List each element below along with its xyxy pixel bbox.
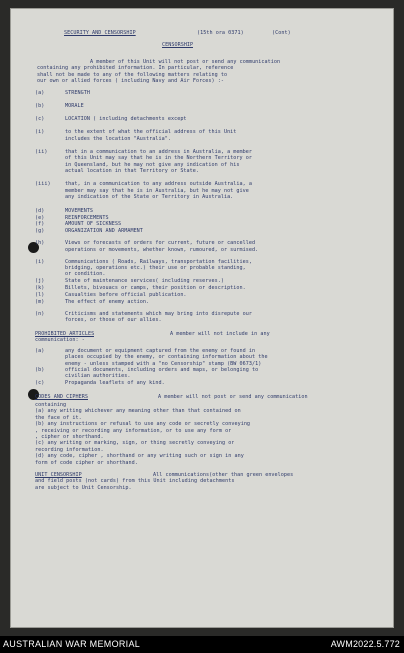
item-label: (h) [35, 240, 45, 247]
item-label: (g) [35, 228, 45, 235]
item-text: any indication of the State or Territory in Australia. [65, 194, 234, 200]
intro-line: containing any prohibited information. In particular, reference [37, 65, 234, 72]
item-text: LOCATION ( including detachments except [65, 116, 187, 122]
doc-header-title: SECURITY AND CENSORSHIP [64, 30, 136, 36]
prohibited-item-text: places occupied by the enemy, or containing information about the [65, 354, 268, 361]
item-text: in Queensland, but he may not give any indication of his [65, 161, 240, 168]
item-text: or condition. [65, 271, 106, 278]
codes-item-line: (c) any writing or marking, sign, or thing secretly conveying or [35, 440, 235, 447]
codes-item-line: (d) any code, cipher , shorthand or any writing such or sign in any [35, 453, 244, 460]
item-text: Billets, bivouacs or camps, their position or description. [65, 284, 246, 291]
codes-item-line: (b) any instructions or refusal to use any code or secretly conveying [35, 421, 251, 428]
item-label: (f) [35, 221, 45, 228]
item-text: REINFORCEMENTS [65, 214, 109, 221]
prohibited-item-label: (a) [35, 347, 45, 354]
codes-item-line: the face of it. [35, 414, 82, 421]
prohibited-intro-line: A member will not include in any [170, 330, 270, 337]
item-label: (a) [35, 89, 45, 96]
item-label: (l) [35, 291, 45, 298]
item-label: (j) [35, 278, 45, 285]
item-text: Casualties before official publication. [65, 291, 187, 298]
item-text: State of maintenance services( including reserves.) [65, 278, 224, 285]
intro-line: our own or allied forces ( including Navy and Air Forces) :- [37, 78, 225, 85]
unit-text-line: All communications(other than green envelopes [153, 472, 294, 478]
doc-header-cont: (Cont) [272, 30, 291, 36]
item-text: that in a communication to an address in Australia, a member [65, 148, 253, 155]
item-text: AMOUNT OF SICKNESS [65, 221, 122, 228]
heading-codes-and-ciphers: CODES AND CIPHERS [35, 394, 88, 401]
intro-line: A member of this Unit will not post or send any communication [90, 59, 281, 65]
item-label: (d) [35, 207, 45, 214]
codes-intro-line: containing [35, 402, 67, 408]
item-text: includes the location "Australia". [65, 135, 171, 142]
item-label: (m) [35, 298, 45, 305]
item-text: Communications ( Roads, Railways, transportation facilities, [65, 258, 253, 265]
item-text: ORGANIZATION AND ARMAMENT [65, 228, 143, 235]
item-text: Views or forecasts of orders for current, future or cancelled [65, 240, 256, 247]
item-text: MOVEMENTS [65, 207, 94, 214]
prohibited-intro-line: communication: - [35, 337, 85, 344]
item-label: (iii) [35, 181, 51, 188]
item-text: The effect of enemy action. [65, 298, 150, 305]
prohibited-item-text: any document or equipment captured from the enemy or found in [65, 347, 256, 354]
document-page [10, 8, 394, 628]
prohibited-item-text: civilian authorities. [65, 373, 131, 380]
unit-text-line: are subject to Unit Censorship. [35, 484, 132, 491]
codes-item-line: , receiving or recording any information, or to use any form or [35, 427, 232, 434]
item-text: of this Unit may say that he is in the Northern Territory or [65, 155, 253, 162]
codes-intro-line: A member will not post or send any communication [158, 394, 308, 401]
item-label: (c) [35, 116, 45, 122]
item-text: MORALE [65, 102, 84, 109]
item-label: (n) [35, 310, 45, 317]
codes-item-line: (a) any writing whichever any meaning other than that contained on [35, 408, 241, 415]
footer-institution: AUSTRALIAN WAR MEMORIAL [3, 639, 141, 649]
codes-item-line: form of code cipher or shorthand. [35, 459, 138, 466]
item-text: Criticisms and statements which may bring into disrepute our [65, 310, 253, 317]
codes-item-line: , cipher or shorthand. [35, 434, 104, 440]
section-title-censorship: CENSORSHIP [162, 42, 194, 48]
item-label: (ii) [35, 148, 48, 155]
prohibited-item-text: official documents, including orders and maps, or belonging to [65, 366, 259, 373]
item-text: forces, or those of our allies. [65, 316, 162, 323]
prohibited-item-text: enemy - unless stamped with a "no Censorship" stamp (BW 0673/1) [65, 360, 262, 367]
item-label: (e) [35, 214, 45, 221]
item-label: (k) [35, 284, 45, 291]
item-text: that, in a communication to any address outside Australia, a [65, 181, 253, 188]
item-label: (i) [35, 258, 45, 265]
item-text: member may say that he is in Australia, but he may not give [65, 187, 249, 194]
heading-prohibited-articles: PROHIBITED ARTICLES [35, 330, 95, 337]
item-text: STRENGTH [65, 89, 90, 96]
item-text: bridging, operations etc.) their use or probable standing, [65, 264, 246, 271]
document-text [10, 8, 394, 628]
footer-accession-number: AWM2022.5.772 [330, 639, 400, 649]
prohibited-item-label: (b) [35, 366, 45, 373]
prohibited-item-text: Propaganda leaflets of any kind. [65, 379, 165, 386]
item-label: (i) [35, 129, 45, 136]
prohibited-item-label: (c) [35, 379, 45, 386]
unit-text-line: and field posts (not cards) from this Unit including detachments [35, 478, 235, 485]
footer-bar [0, 636, 404, 653]
codes-item-line: recording information. [35, 446, 104, 453]
item-text: actual location in that Territory or State. [65, 168, 200, 174]
item-label: (b) [35, 102, 45, 109]
item-text: operations or movements, whether known, rumoured, or surmised. [65, 246, 259, 253]
intro-line: shall not be made to any of the following matters relating to [37, 71, 228, 78]
doc-header-ref: (15th ora 0371) [197, 30, 244, 36]
heading-unit-censorship: UNIT CENSORSHIP [35, 472, 82, 478]
item-text: to the extent of what the official address of this Unit [65, 129, 237, 136]
